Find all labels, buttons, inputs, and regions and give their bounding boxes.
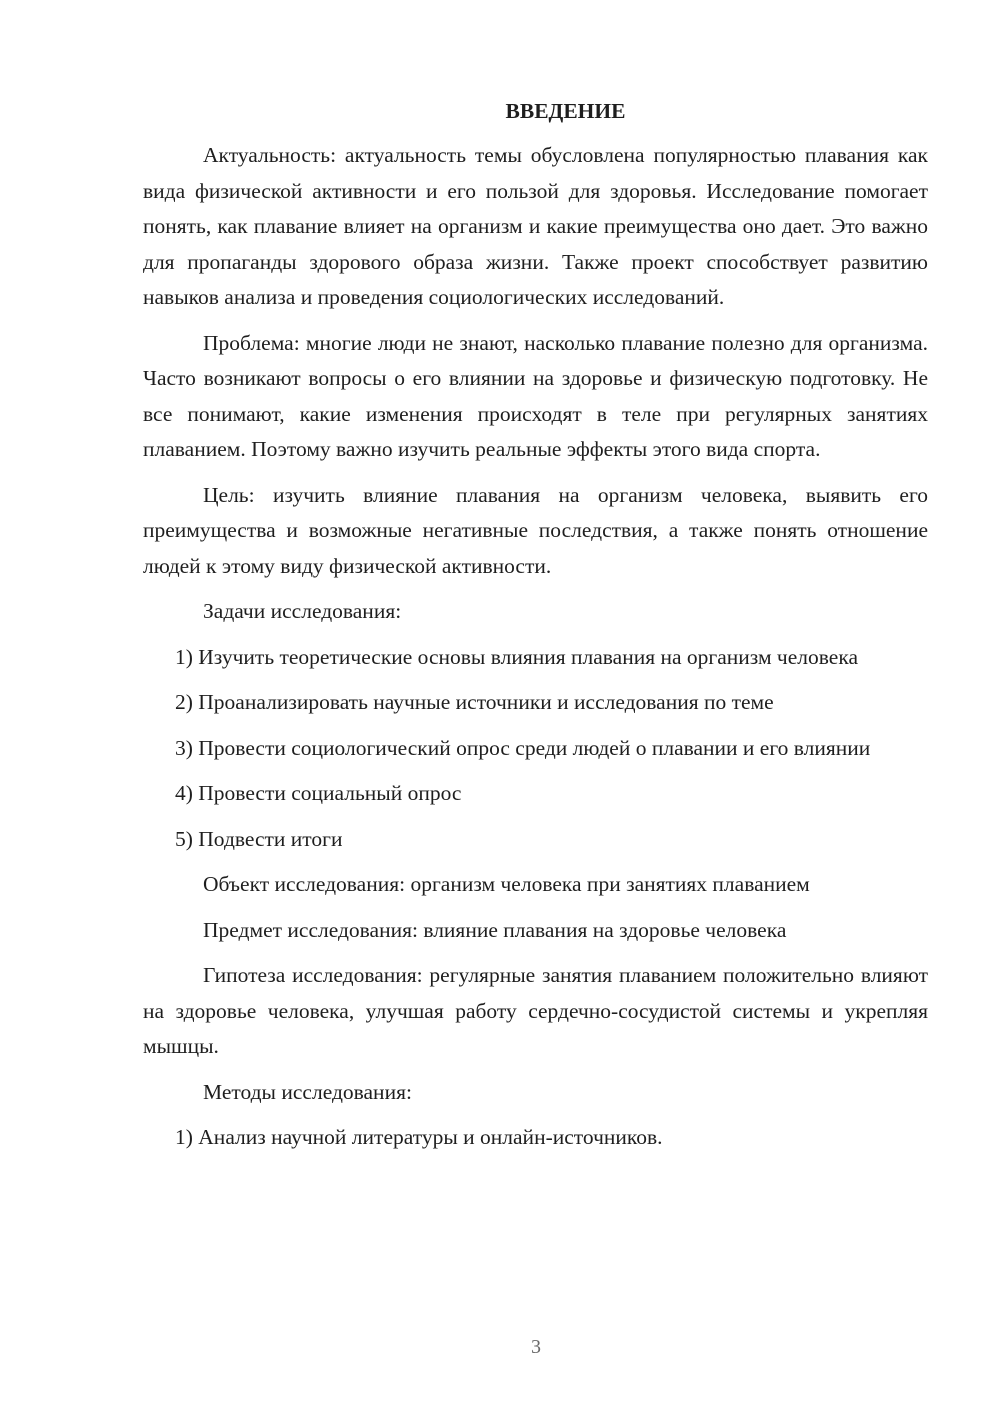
document-page [143,96,928,1156]
methods-heading: Методы исследования: [203,1079,412,1104]
section-title: ВВЕДЕНИЕ [505,99,626,123]
research-subject: Предмет исследования: влияние плавания на здоровье человека [203,917,787,942]
paragraph-relevance: Актуальность: актуальность темы обусловлена популярностью плавания как вида физической активности и его пользой для здоровья. Исследование помогает понять, как плавание влияет на организм и какие преимущества оно дает. Это важно для пропаганды здорового образа жизни. Также проект способствует развитию навыков анализа и проведения социологических исследований. [143,143,928,309]
task-item-1: 1) Изучить теоретические основы влияния плавания на организм человека [175,644,859,669]
task-item-5: 5) Подвести итоги [175,826,343,851]
page-number: 3 [531,1336,541,1358]
research-hypothesis: Гипотеза исследования: регулярные занятия плаванием положительно влияют на здоровье человека, улучшая работу сердечно-сосудистой системы и укрепляя мышцы. [143,963,928,1058]
task-item-4: 4) Провести социальный опрос [175,781,462,805]
method-item-1: 1) Анализ научной литературы и онлайн-источников. [175,1125,663,1149]
research-object: Объект исследования: организм человека при занятиях плаванием [203,872,810,896]
task-item-2: 2) Проанализировать научные источники и исследования по теме [175,690,774,714]
paragraph-goal: Цель: изучить влияние плавания на организм человека, выявить его преимущества и возможные негативные последствия, а также понять отношение людей к этому виду физической активности. [143,482,928,578]
task-item-3: 3) Провести социологический опрос среди людей о плавании и его влиянии [175,735,871,760]
tasks-heading: Задачи исследования: [203,599,402,623]
paragraph-problem: Проблема: многие люди не знают, насколько плавание полезно для организма. Часто возникают вопросы о его влиянии на здоровье и физическую подготовку. Не все понимают, какие изменения происходят в теле при регулярных занятиях плаванием. Поэтому важно изучить реальные эффекты этого вида спорта. [143,330,928,461]
